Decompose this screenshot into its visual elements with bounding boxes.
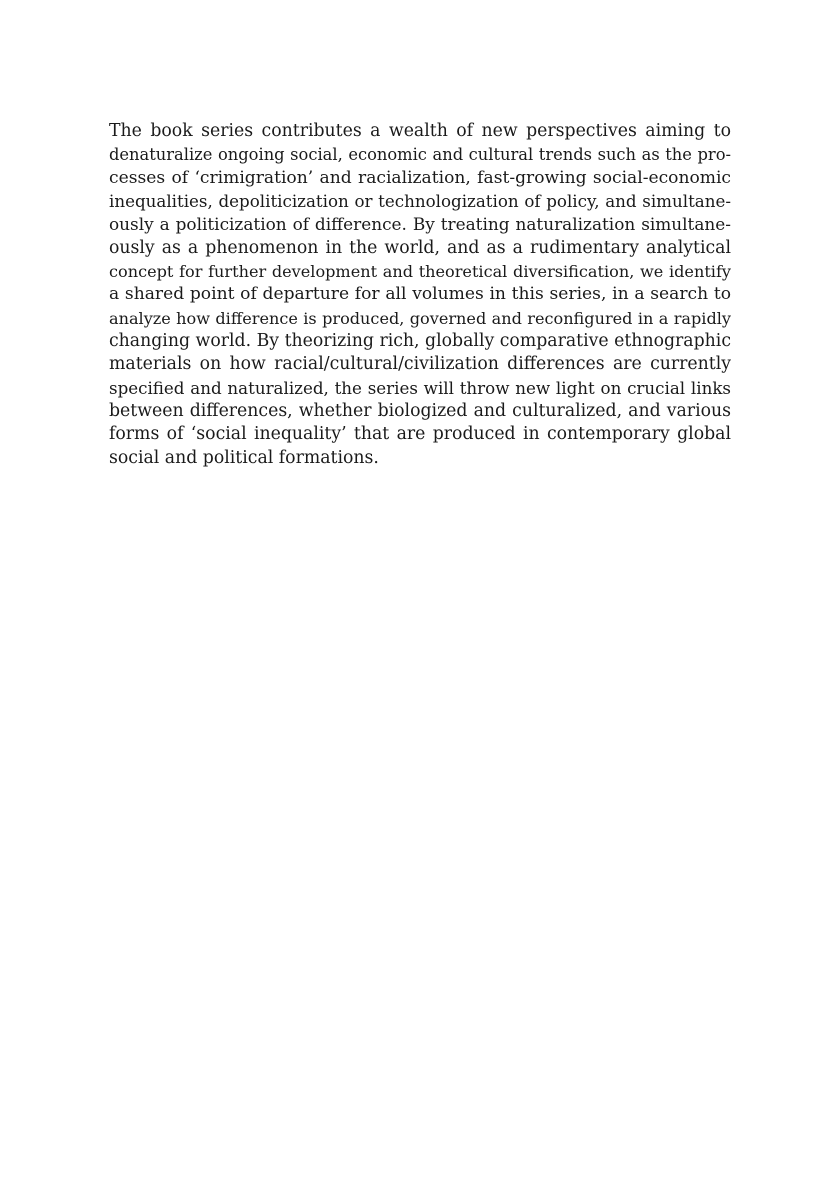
paragraph-line: changing world. By theorizing rich, globally comparative ethnographic: [109, 331, 731, 352]
paragraph-line: concept for further development and theoretical diversification, we identify: [109, 262, 731, 282]
paragraph-line: denaturalize ongoing social, economic and cultural trends such as the pro-: [109, 145, 731, 165]
paragraph-line: analyze how difference is produced, governed and reconfigured in a rapidly: [109, 308, 731, 328]
paragraph-line: ously as a phenomenon in the world, and as a rudimentary analytical: [109, 237, 731, 258]
paragraph-line: forms of ‘social inequality’ that are produced in contemporary global: [109, 424, 731, 445]
paragraph-line: inequalities, depoliticization or technologization of policy, and simultane-: [109, 191, 731, 212]
paragraph-line: a shared point of departure for all volumes in this series, in a search to: [109, 284, 731, 305]
paragraph-line: specified and naturalized, the series will throw new light on crucial links: [109, 377, 731, 398]
paragraph-line: social and political formations.: [109, 447, 379, 468]
paragraph-line: cesses of ‘crimigration’ and racialization, fast-growing social-economic: [109, 167, 731, 188]
paragraph-line: ously a politicization of difference. By treating naturalization simultane-: [109, 214, 731, 235]
paragraph-line: between differences, whether biologized and culturalized, and various: [109, 401, 731, 422]
paragraph-line: The book series contributes a wealth of new perspectives aiming to: [109, 121, 731, 141]
series-description-paragraph: [109, 120, 731, 470]
paragraph-line: materials on how racial/cultural/civilization differences are currently: [109, 354, 731, 375]
